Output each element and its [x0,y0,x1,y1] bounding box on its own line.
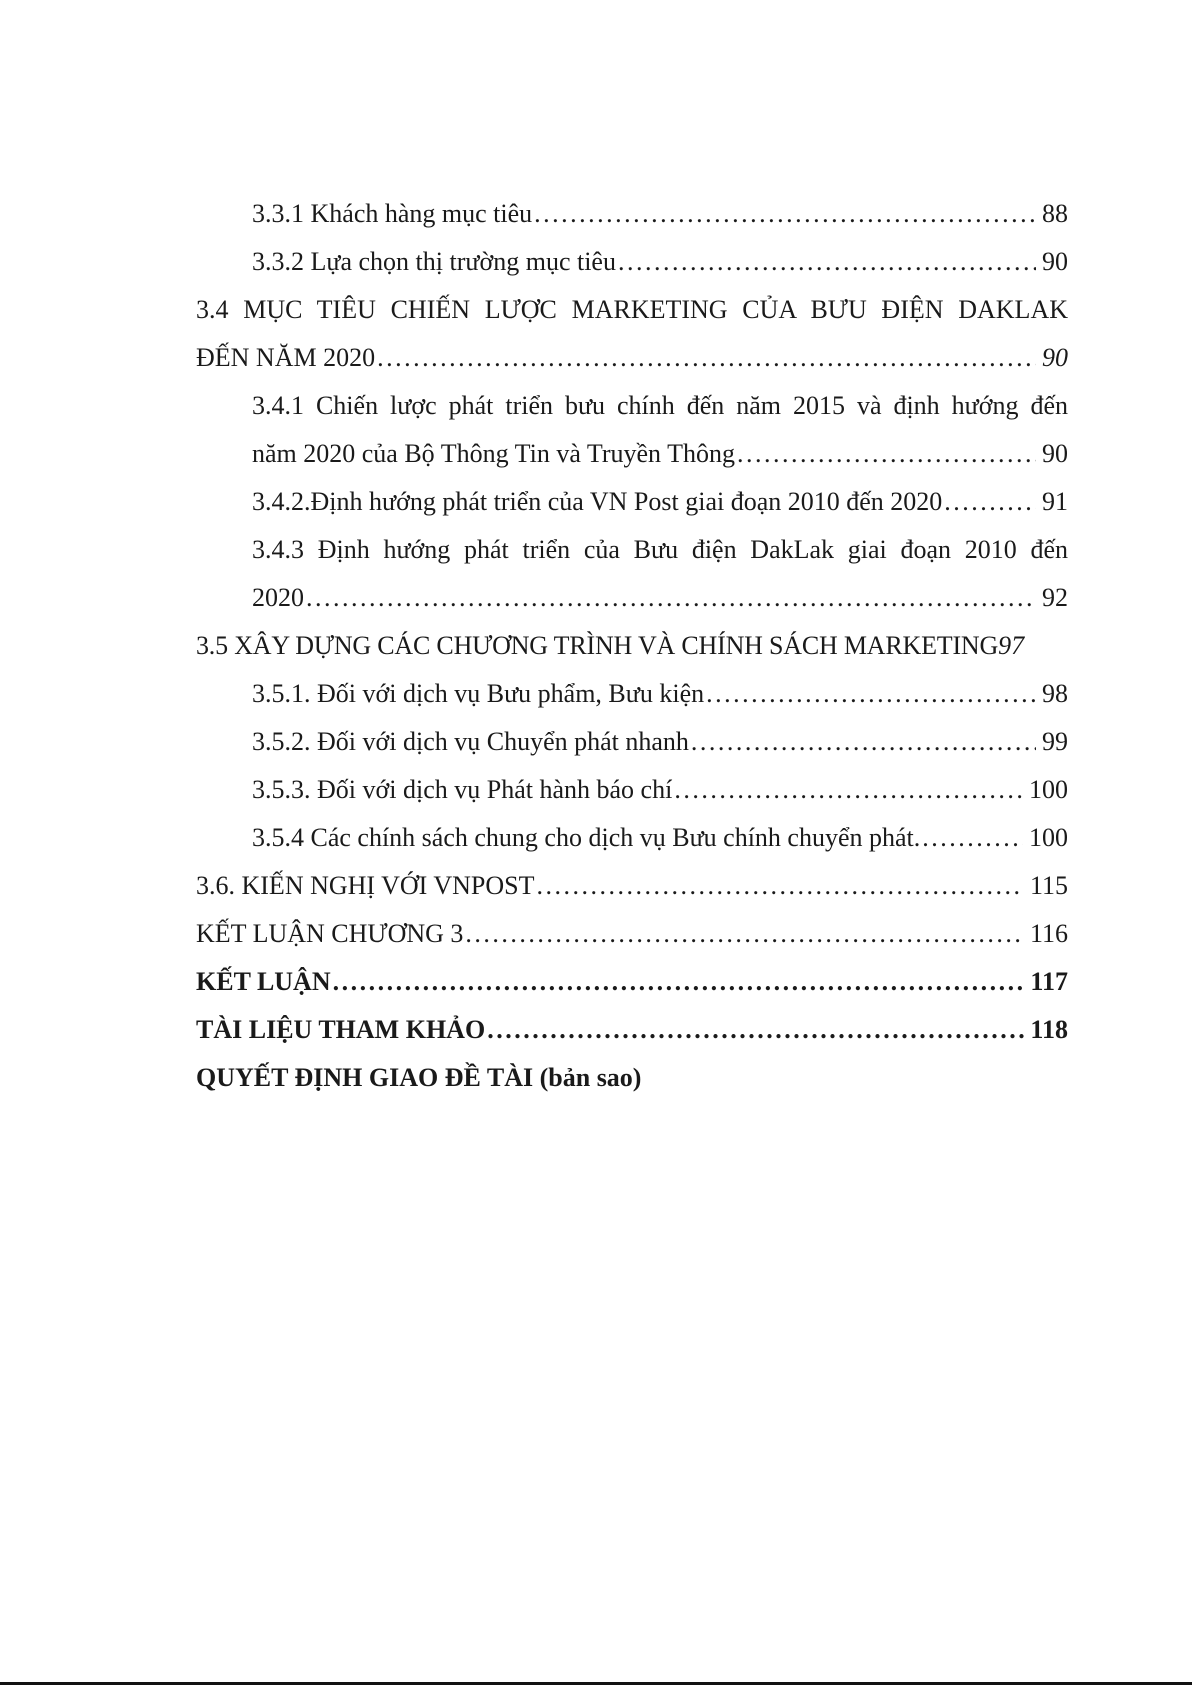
dot-leader [944,478,1036,526]
toc-page-number: 97 [998,631,1025,660]
toc-entry-title: 3.3.2 Lựa chọn thị trường mục tiêu [252,247,616,276]
dot-leader [618,238,1036,286]
toc-entry-title: 3.5.4 Các chính sách chung cho dịch vụ Bưu chính chuyển phát. [252,823,921,852]
toc-entry-3-4-line1 [196,286,1068,334]
toc-page-number: 91 [1042,487,1068,516]
toc-entry-3-5-1 [196,670,1068,718]
toc-entry-quyet-dinh [196,1054,1068,1102]
toc-entry-title: KẾT LUẬN [196,967,331,996]
toc-entry-ket-luan [196,958,1068,1006]
toc-page-number: 90 [1042,439,1068,468]
dot-leader [487,1006,1024,1054]
toc-entry-3-5 [196,622,1108,670]
table-of-contents [196,190,1068,1102]
dot-leader [333,958,1025,1006]
toc-page-number: 117 [1030,967,1068,996]
toc-entry-title: 3.5 XÂY DỰNG CÁC CHƯƠNG TRÌNH VÀ CHÍNH SÁCH MARKETING [196,631,999,660]
toc-page-number: 90 [1042,247,1068,276]
dot-leader [706,670,1036,718]
toc-entry-title: KẾT LUẬN CHƯƠNG 3 [196,919,464,948]
dot-leader [922,814,1023,862]
toc-entry-title-cont: ĐẾN NĂM 2020 [196,343,376,372]
toc-page-number: 116 [1029,919,1068,948]
dot-leader [691,718,1036,766]
dot-leader [536,862,1023,910]
toc-page-number: 98 [1042,679,1068,708]
toc-page-number: 118 [1030,1015,1068,1044]
dot-leader [377,334,1036,382]
toc-entry-title-cont: 2020 [252,583,304,612]
toc-page-number: 115 [1029,871,1068,900]
dot-leader [737,430,1036,478]
toc-entry-title: 3.5.2. Đối với dịch vụ Chuyển phát nhanh [252,727,689,756]
toc-entry-3-4-1-line1 [196,382,1068,430]
toc-page-number: 100 [1029,823,1068,852]
toc-entry-title: 3.4.2.Định hướng phát triển của VN Post giai đoạn 2010 đến 2020 [252,487,943,516]
toc-entry-3-4-3-line1 [196,526,1068,574]
toc-page-number: 92 [1042,583,1068,612]
toc-entry-title-cont: năm 2020 của Bộ Thông Tin và Truyền Thông [252,439,735,468]
toc-entry-title: 3.4 MỤC TIÊU CHIẾN LƯỢC MARKETING CỦA BƯU ĐIỆN DAKLAK [196,295,1068,324]
toc-entry-title: QUYẾT ĐỊNH GIAO ĐỀ TÀI (bản sao) [196,1063,642,1092]
dot-leader [465,910,1024,958]
toc-entry-title: 3.4.3 Định hướng phát triển của Bưu điện DakLak giai đoạn 2010 đến [252,535,1068,564]
toc-entry-3-5-4 [196,814,1068,862]
toc-entry-3-3-2 [196,238,1068,286]
dot-leader [306,574,1036,622]
toc-entry-title: 3.3.1 Khách hàng mục tiêu [252,199,533,228]
toc-entry-3-5-3 [196,766,1068,814]
toc-entry-3-3-1 [196,190,1068,238]
toc-entry-3-6 [196,862,1068,910]
toc-page-number: 99 [1042,727,1068,756]
toc-entry-3-4-3-line2 [196,574,1068,622]
dot-leader [534,190,1036,238]
toc-page-number: 88 [1042,199,1068,228]
toc-entry-ket-luan-chuong-3 [196,910,1068,958]
toc-entry-3-4-1-line2 [196,430,1068,478]
toc-entry-3-4-line2 [196,334,1068,382]
toc-entry-title: 3.5.3. Đối với dịch vụ Phát hành báo chí [252,775,673,804]
toc-page-number: 100 [1029,775,1068,804]
toc-entry-title: 3.4.1 Chiến lược phát triển bưu chính đến năm 2015 và định hướng đến [252,391,1068,420]
toc-entry-tai-lieu-tham-khao [196,1006,1068,1054]
toc-entry-title: TÀI LIỆU THAM KHẢO [196,1015,486,1044]
dot-leader [674,766,1023,814]
toc-entry-3-5-2 [196,718,1068,766]
toc-entry-title: 3.6. KIẾN NGHỊ VỚI VNPOST [196,871,535,900]
toc-entry-title: 3.5.1. Đối với dịch vụ Bưu phẩm, Bưu kiện [252,679,705,708]
toc-page-number: 90 [1042,343,1068,372]
toc-entry-3-4-2 [196,478,1068,526]
